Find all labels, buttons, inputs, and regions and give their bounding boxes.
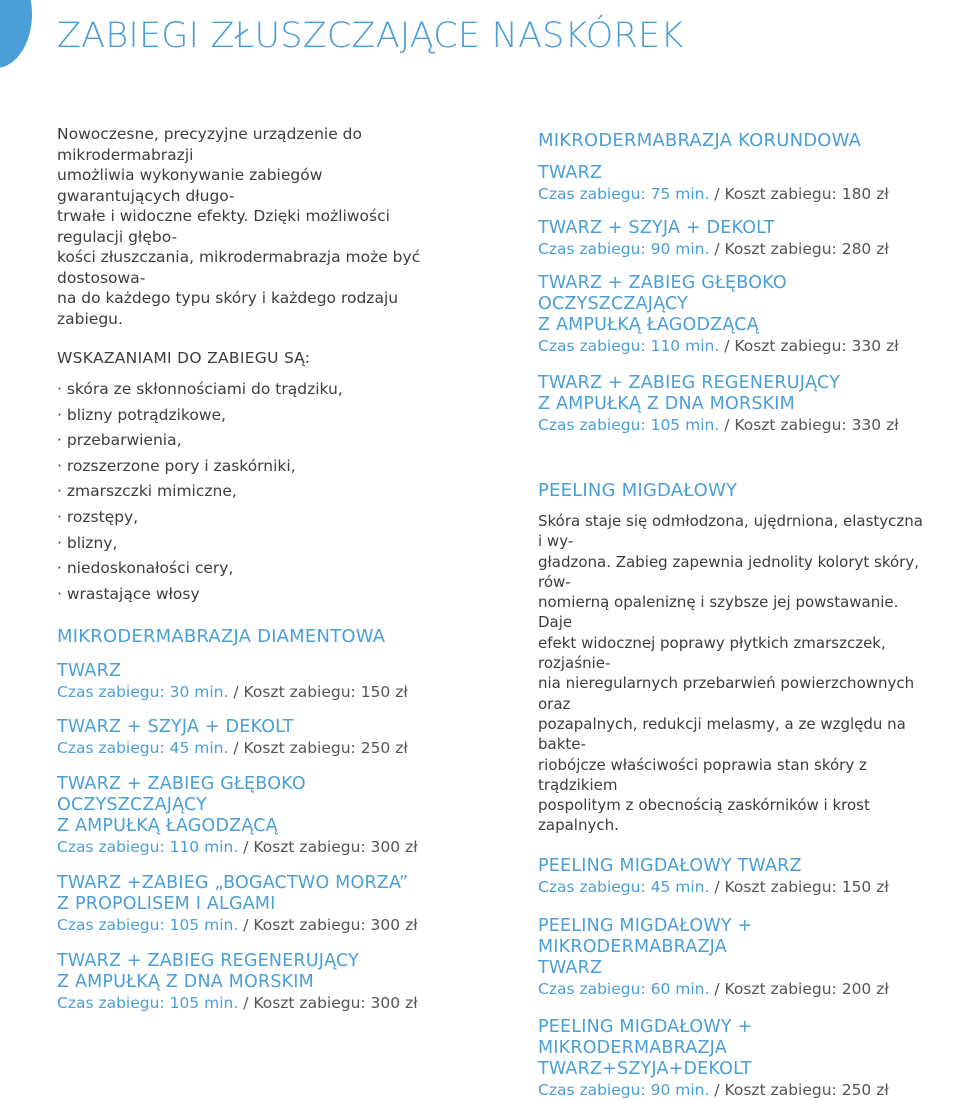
indication-item: · blizny, <box>57 533 118 552</box>
service-cost: / Koszt zabiegu: 300 zł <box>238 994 418 1013</box>
service-meta <box>538 239 928 259</box>
service-item <box>538 916 928 999</box>
intro-line: kości złuszczania, mikrodermabrazja może być dostosowa- <box>57 248 421 287</box>
service-meta <box>538 184 928 204</box>
service-item <box>57 951 447 1013</box>
service-name: TWARZ <box>538 957 603 978</box>
service-time: Czas zabiegu: 45 min. <box>538 877 710 896</box>
service-time: Czas zabiegu: 105 min. <box>538 416 720 434</box>
desc-line: riobójcze właściwości poprawia stan skóry z trądzikiem <box>538 755 867 794</box>
service-meta <box>57 993 447 1013</box>
indication-item: · blizny potrądzikowe, <box>57 405 226 424</box>
service-meta <box>538 979 928 999</box>
desc-line: pospolitym z obecnością zaskórników i krost zapalnych. <box>538 796 870 835</box>
desc-line: nomierną opaleniznę i szybsze jej powstawanie. Daje <box>538 593 899 632</box>
service-cost: / Koszt zabiegu: 180 zł <box>709 185 889 203</box>
service-cost: / Koszt zabiegu: 300 zł <box>238 838 418 857</box>
indication-item: · przebarwienia, <box>57 431 182 450</box>
service-item <box>538 163 928 204</box>
service-name: TWARZ + ZABIEG REGENERUJĄCY <box>538 373 841 393</box>
service-name: TWARZ+SZYJA+DEKOLT <box>538 1058 752 1079</box>
service-item <box>538 273 928 356</box>
service-time: Czas zabiegu: 110 min. <box>57 838 239 857</box>
service-meta <box>538 877 928 897</box>
intro-paragraph <box>57 124 447 329</box>
intro-line: umożliwia wykonywanie zabiegów gwarantujących długo- <box>57 166 323 205</box>
service-name: TWARZ + SZYJA + DEKOLT <box>538 218 775 238</box>
service-meta <box>57 682 447 702</box>
indications-heading: WSKAZANIAMI DO ZABIEGU SĄ: <box>57 349 311 367</box>
service-name: Z AMPUŁKĄ Z DNA MORSKIM <box>538 394 795 414</box>
service-cost: / Koszt zabiegu: 330 zł <box>719 416 899 434</box>
service-cost: / Koszt zabiegu: 300 zł <box>238 916 418 935</box>
desc-line: nia nieregularnych przebarwień powierzchownych oraz <box>538 674 915 713</box>
corner-decoration <box>0 0 32 68</box>
service-meta <box>57 915 447 935</box>
desc-line: efekt widocznej poprawy płytkich zmarszczek, rozjaśnie- <box>538 633 886 673</box>
indication-item: · rozstępy, <box>57 507 139 526</box>
page-title: ZABIEGI ZŁUSZCZAJĄCE NASKÓREK <box>57 16 684 56</box>
service-name: TWARZ + ZABIEG REGENERUJĄCY <box>57 951 360 972</box>
service-item <box>538 373 928 435</box>
service-name: TWARZ + SZYJA + DEKOLT <box>57 717 294 738</box>
service-name: PEELING MIGDAŁOWY TWARZ <box>538 855 802 876</box>
service-name: Z AMPUŁKĄ ŁAGODZĄCĄ <box>538 315 759 335</box>
indication-item: · rozszerzone pory i zaskórniki, <box>57 456 296 475</box>
desc-line: gładzona. Zabieg zapewnia jednolity koloryt skóry, rów- <box>538 552 919 591</box>
indications-list <box>57 379 447 609</box>
service-time: Czas zabiegu: 30 min. <box>57 683 229 702</box>
intro-line: Nowoczesne, precyzyjne urządzenie do mikrodermabrazji <box>57 125 362 164</box>
left-column <box>57 124 447 1013</box>
service-item <box>57 717 447 758</box>
peeling-description <box>538 511 928 836</box>
service-cost: / Koszt zabiegu: 250 zł <box>228 739 408 758</box>
peeling-section-title: PEELING MIGDAŁOWY <box>538 480 738 501</box>
service-name: TWARZ + ZABIEG GŁĘBOKO OCZYSZCZAJĄCY <box>57 774 306 816</box>
service-name: PEELING MIGDAŁOWY + MIKRODERMABRAZJA <box>538 915 753 957</box>
service-meta <box>57 738 447 758</box>
service-cost: / Koszt zabiegu: 150 zł <box>228 683 408 702</box>
service-time: Czas zabiegu: 105 min. <box>57 994 239 1013</box>
service-name: Z AMPUŁKĄ ŁAGODZĄCĄ <box>57 816 278 837</box>
diamond-section-title: MIKRODERMABRAZJA DIAMENTOWA <box>57 626 386 648</box>
corundum-section-title: MIKRODERMABRAZJA KORUNDOWA <box>538 130 862 151</box>
service-time: Czas zabiegu: 90 min. <box>538 1080 710 1099</box>
right-column <box>538 124 928 1100</box>
service-time: Czas zabiegu: 105 min. <box>57 916 239 935</box>
service-name: PEELING MIGDAŁOWY + MIKRODERMABRAZJA <box>538 1016 753 1058</box>
desc-line: Skóra staje się odmłodzona, ujędrniona, elastyczna i wy- <box>538 512 923 551</box>
service-meta <box>538 336 928 356</box>
service-time: Czas zabiegu: 90 min. <box>538 240 710 258</box>
service-item <box>57 774 447 857</box>
service-item <box>538 856 928 897</box>
service-time: Czas zabiegu: 110 min. <box>538 337 720 355</box>
service-item <box>57 873 447 935</box>
service-item <box>538 1017 928 1100</box>
indication-item: · zmarszczki mimiczne, <box>57 482 237 501</box>
desc-line: pozapalnych, redukcji melasmy, a ze względu na bakte- <box>538 714 906 754</box>
service-item <box>538 218 928 259</box>
service-time: Czas zabiegu: 45 min. <box>57 739 229 758</box>
service-name: TWARZ +ZABIEG „BOGACTWO MORZA” <box>57 873 409 894</box>
indication-item: · wrastające włosy <box>57 584 200 603</box>
intro-line: trwałe i widoczne efekty. Dzięki możliwości regulacji głębo- <box>57 207 390 246</box>
service-cost: / Koszt zabiegu: 330 zł <box>719 337 899 355</box>
service-name: TWARZ <box>538 163 603 183</box>
service-cost: / Koszt zabiegu: 200 zł <box>709 979 889 998</box>
service-item <box>57 661 447 702</box>
service-name: TWARZ + ZABIEG GŁĘBOKO OCZYSZCZAJĄCY <box>538 273 787 314</box>
service-meta <box>538 1080 928 1100</box>
service-name: Z PROPOLISEM I ALGAMI <box>57 894 276 915</box>
service-name: Z AMPUŁKĄ Z DNA MORSKIM <box>57 972 314 993</box>
service-meta <box>538 415 928 435</box>
indication-item: · niedoskonałości cery, <box>57 559 234 578</box>
service-name: TWARZ <box>57 661 122 682</box>
service-cost: / Koszt zabiegu: 280 zł <box>709 240 889 258</box>
service-meta <box>57 837 447 857</box>
service-time: Czas zabiegu: 60 min. <box>538 979 710 998</box>
service-cost: / Koszt zabiegu: 150 zł <box>709 877 889 896</box>
indication-item: · skóra ze skłonnościami do trądziku, <box>57 380 343 398</box>
service-cost: / Koszt zabiegu: 250 zł <box>709 1080 889 1099</box>
service-time: Czas zabiegu: 75 min. <box>538 185 710 203</box>
intro-line: na do każdego typu skóry i każdego rodzaju zabiegu. <box>57 289 399 328</box>
